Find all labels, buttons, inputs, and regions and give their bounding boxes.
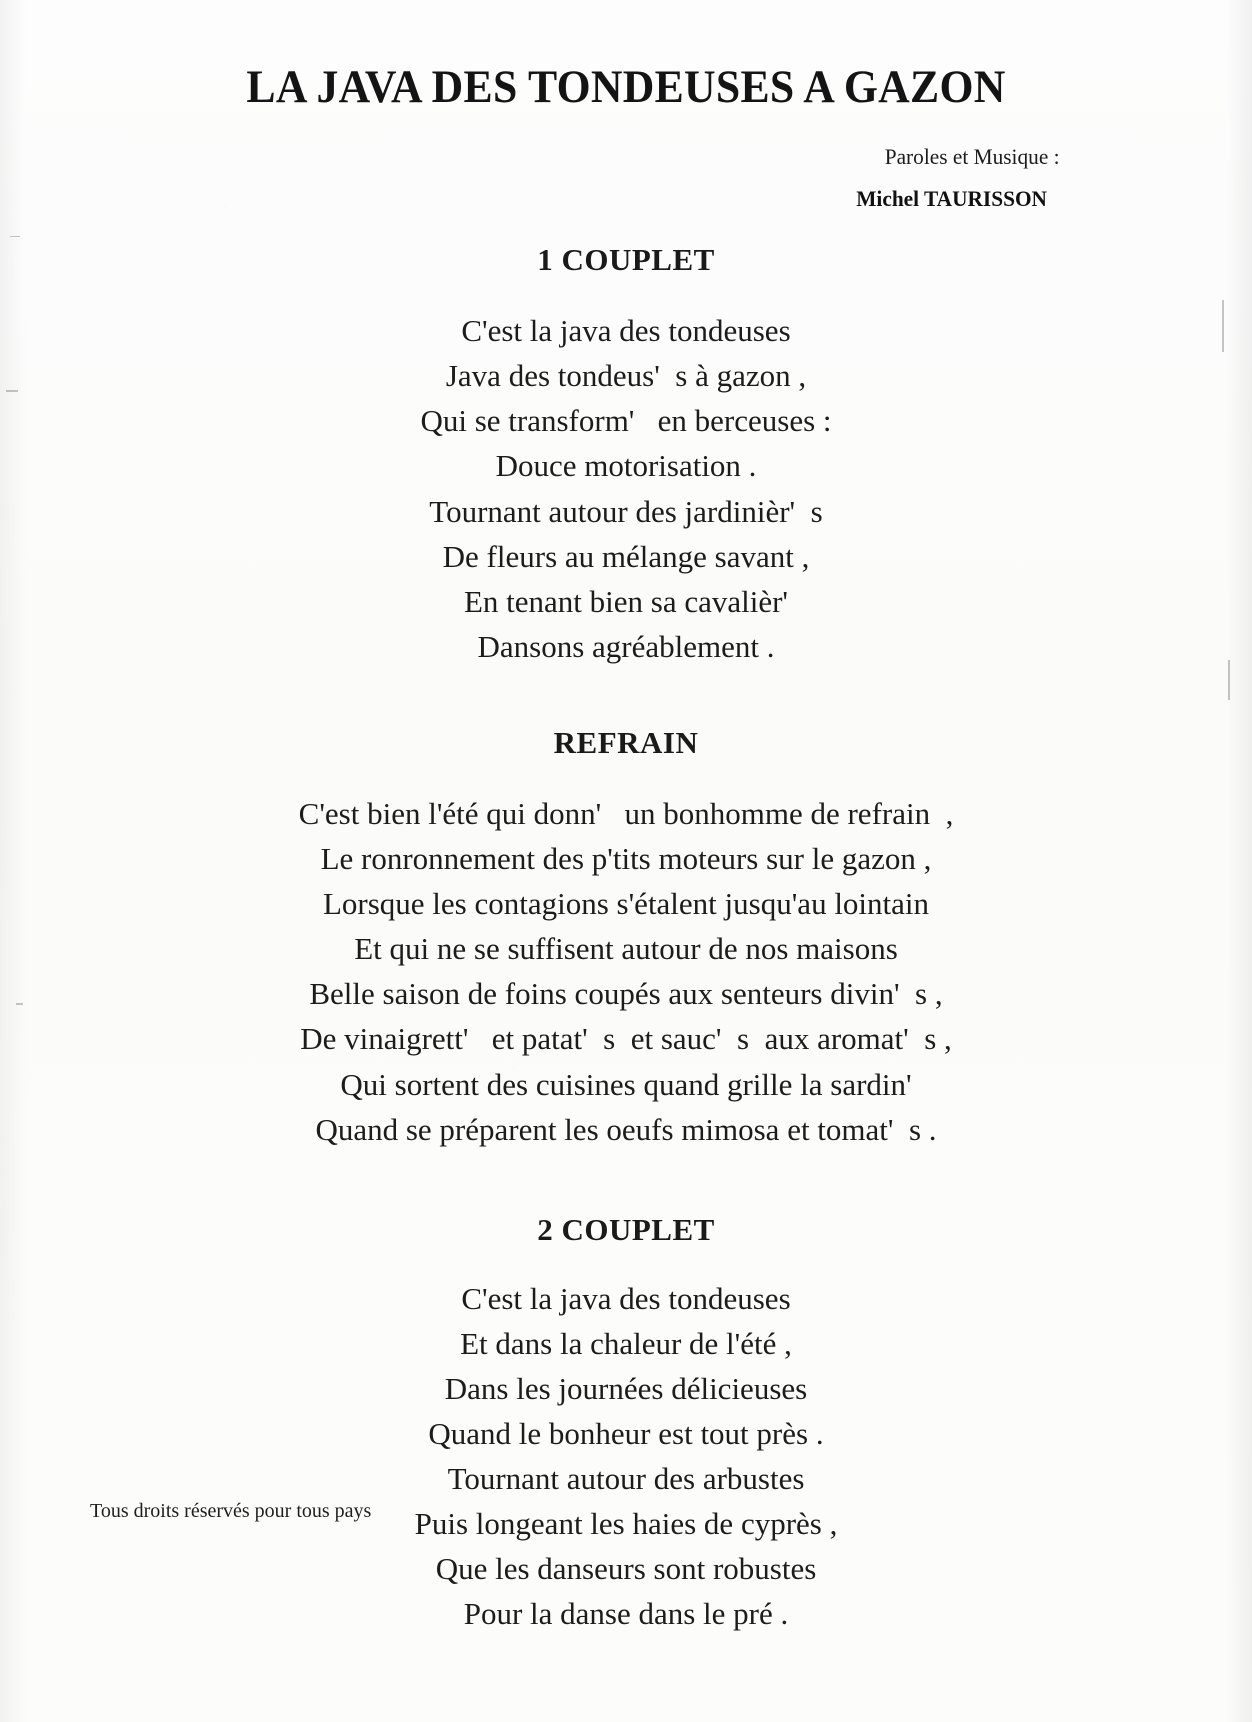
copyright-notice: Tous droits réservés pour tous pays [90,1500,372,1522]
credits-author-name: Michel TAURISSON [856,186,1047,212]
lyric-line: Lorsque les contagions s'étalent jusqu'au lointain [322,886,930,922]
song-title: LA JAVA DES TONDEUSES A GAZON [246,61,1006,113]
lyric-line: C'est bien l'été qui donn' un bonhomme de refrain , [298,795,954,831]
lyrics-block-couplet-1 [60,308,1192,669]
lyric-line: Et dans la chaleur de l'été , [460,1325,792,1361]
credits-block [60,140,1192,216]
lyric-line: Java des tondeus' s à gazon , [445,358,807,394]
lyric-line: Le ronronnement des p'tits moteurs sur le gazon , [320,841,932,877]
lyric-line: Puis longeant les haies de cyprès , [414,1506,838,1542]
lyric-line: C'est la java des tondeuses [461,1280,791,1316]
lyrics-block-couplet-2 [60,1276,1192,1637]
section-heading-couplet-1: 1 COUPLET [537,242,715,278]
lyric-line: Pour la danse dans le pré . [463,1596,789,1632]
section-heading-refrain: REFRAIN [553,724,699,760]
lyric-line: De fleurs au mélange savant , [442,538,810,574]
lyric-line: Qui se transform' en berceuses : [420,403,832,439]
lyric-line: Et qui ne se suffisent autour de nos maisons [354,931,898,967]
lyric-line: Qui sortent des cuisines quand grille la sardin' [340,1066,912,1102]
lyric-line: C'est la java des tondeuses [461,313,791,349]
lyric-line: Dansons agréablement . [477,628,775,664]
lyrics-block-refrain [60,791,1192,1152]
lyric-line: Dans les journées délicieuses [444,1370,808,1406]
lyric-line: De vinaigrett' et patat' s et sauc' s aux aromat' s , [300,1021,952,1057]
lyric-line: Que les danseurs sont robustes [435,1551,817,1587]
lyric-line: Douce motorisation . [495,448,757,484]
lyric-line: Quand se préparent les oeufs mimosa et tomat' s . [315,1111,937,1147]
credits-role-label: Paroles et Musique : [884,144,1060,169]
lyric-line: En tenant bien sa cavalièr' [463,583,789,619]
lyric-line: Tournant autour des jardinièr' s [429,493,823,529]
section-heading-couplet-2: 2 COUPLET [537,1211,715,1247]
lyric-line: Quand le bonheur est tout près . [428,1415,824,1451]
lyric-line: Belle saison de foins coupés aux senteurs divin' s , [309,976,943,1012]
lyric-line: Tournant autour des arbustes [447,1461,805,1497]
